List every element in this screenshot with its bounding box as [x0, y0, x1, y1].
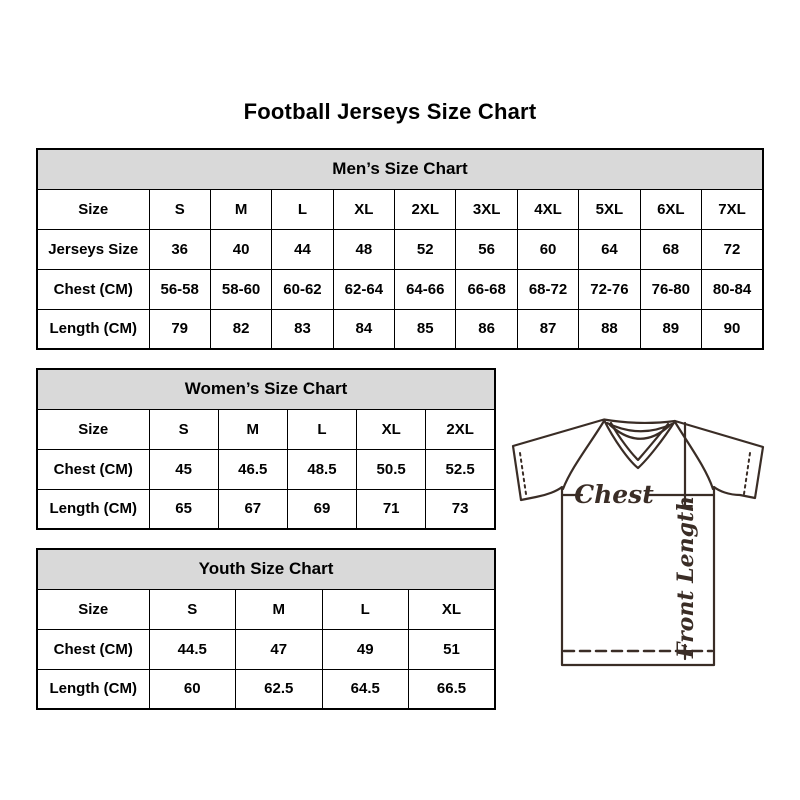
womens-size-table — [36, 368, 496, 530]
table-cell: XL — [357, 409, 426, 449]
table-cell: 48 — [333, 229, 394, 269]
table-row — [37, 589, 495, 629]
table-row — [37, 269, 763, 309]
jersey-outline — [513, 420, 763, 666]
table-title: Youth Size Chart — [37, 549, 495, 589]
table-title-row — [37, 549, 495, 589]
table-title-row — [37, 369, 495, 409]
table-cell: 52.5 — [426, 449, 495, 489]
table-title-row — [37, 149, 763, 189]
table-cell: 52 — [395, 229, 456, 269]
table-cell: 60-62 — [272, 269, 333, 309]
row-label: Length (CM) — [37, 489, 149, 529]
table-cell: 76-80 — [640, 269, 701, 309]
table-title: Women’s Size Chart — [37, 369, 495, 409]
table-cell: 58-60 — [210, 269, 271, 309]
table-title: Men’s Size Chart — [37, 149, 763, 189]
row-label: Size — [37, 589, 149, 629]
table-cell: S — [149, 409, 218, 449]
table-cell: 72-76 — [579, 269, 640, 309]
table-cell: 5XL — [579, 189, 640, 229]
table-cell: L — [272, 189, 333, 229]
left-cuff-stitch-line — [520, 453, 526, 494]
table-cell: 64-66 — [395, 269, 456, 309]
table-cell: 51 — [409, 629, 496, 669]
table-cell: 60 — [517, 229, 578, 269]
table-row — [37, 189, 763, 229]
page-title: Football Jerseys Size Chart — [243, 99, 537, 124]
table-cell: 72 — [702, 229, 763, 269]
table-cell: 50.5 — [357, 449, 426, 489]
table-cell: 6XL — [640, 189, 701, 229]
table-cell: 44.5 — [149, 629, 236, 669]
table-row — [37, 309, 763, 349]
table-cell: 49 — [322, 629, 409, 669]
row-label: Length (CM) — [37, 309, 149, 349]
table-cell: 88 — [579, 309, 640, 349]
table-cell: 46.5 — [218, 449, 287, 489]
table-cell: M — [218, 409, 287, 449]
table-cell: 87 — [517, 309, 578, 349]
table-cell: 84 — [333, 309, 394, 349]
table-cell: 67 — [218, 489, 287, 529]
table-row — [37, 409, 495, 449]
table-row — [37, 629, 495, 669]
table-cell: 56-58 — [149, 269, 210, 309]
table-cell: 40 — [210, 229, 271, 269]
table-cell: 44 — [272, 229, 333, 269]
table-cell: 86 — [456, 309, 517, 349]
table-cell: 68-72 — [517, 269, 578, 309]
table-cell: 82 — [210, 309, 271, 349]
table-cell: M — [210, 189, 271, 229]
row-label: Length (CM) — [37, 669, 149, 709]
table-cell: 66.5 — [409, 669, 496, 709]
table-cell: 79 — [149, 309, 210, 349]
front-length-measure-label: Front Length — [673, 495, 699, 659]
table-cell: XL — [409, 589, 496, 629]
table-cell: L — [287, 409, 356, 449]
row-label: Size — [37, 409, 149, 449]
table-cell: 69 — [287, 489, 356, 529]
table-cell: XL — [333, 189, 394, 229]
table-cell: 65 — [149, 489, 218, 529]
table-cell: 62.5 — [236, 669, 323, 709]
row-label: Chest (CM) — [37, 269, 149, 309]
table-cell: 64.5 — [322, 669, 409, 709]
table-row — [37, 229, 763, 269]
mens-size-table — [36, 148, 764, 350]
row-label: Chest (CM) — [37, 449, 149, 489]
left-armhole-seam — [563, 421, 604, 489]
table-cell: S — [149, 589, 236, 629]
table-cell: 83 — [272, 309, 333, 349]
table-cell: 68 — [640, 229, 701, 269]
table-cell: 45 — [149, 449, 218, 489]
table-cell: M — [236, 589, 323, 629]
table-cell: 89 — [640, 309, 701, 349]
table-cell: 73 — [426, 489, 495, 529]
table-cell: 36 — [149, 229, 210, 269]
table-cell: 7XL — [702, 189, 763, 229]
table-cell: 47 — [236, 629, 323, 669]
row-label: Size — [37, 189, 149, 229]
table-cell: 48.5 — [287, 449, 356, 489]
table-cell: 62-64 — [333, 269, 394, 309]
right-armhole-seam — [675, 422, 713, 489]
table-cell: 66-68 — [456, 269, 517, 309]
youth-size-table — [36, 548, 496, 710]
table-cell: L — [322, 589, 409, 629]
table-cell: 3XL — [456, 189, 517, 229]
table-cell: 4XL — [517, 189, 578, 229]
table-cell: 60 — [149, 669, 236, 709]
row-label: Chest (CM) — [37, 629, 149, 669]
row-label: Jerseys Size — [37, 229, 149, 269]
table-cell: 56 — [456, 229, 517, 269]
table-cell: 71 — [357, 489, 426, 529]
jersey-measurement-diagram — [500, 400, 780, 690]
table-cell: 90 — [702, 309, 763, 349]
table-cell: 85 — [395, 309, 456, 349]
table-row — [37, 489, 495, 529]
table-row — [37, 669, 495, 709]
table-cell: 64 — [579, 229, 640, 269]
table-cell: 2XL — [395, 189, 456, 229]
chest-measure-label: Chest — [574, 480, 654, 509]
table-row — [37, 449, 495, 489]
table-cell: S — [149, 189, 210, 229]
table-cell: 2XL — [426, 409, 495, 449]
right-cuff-stitch-line — [744, 453, 750, 494]
table-cell: 80-84 — [702, 269, 763, 309]
